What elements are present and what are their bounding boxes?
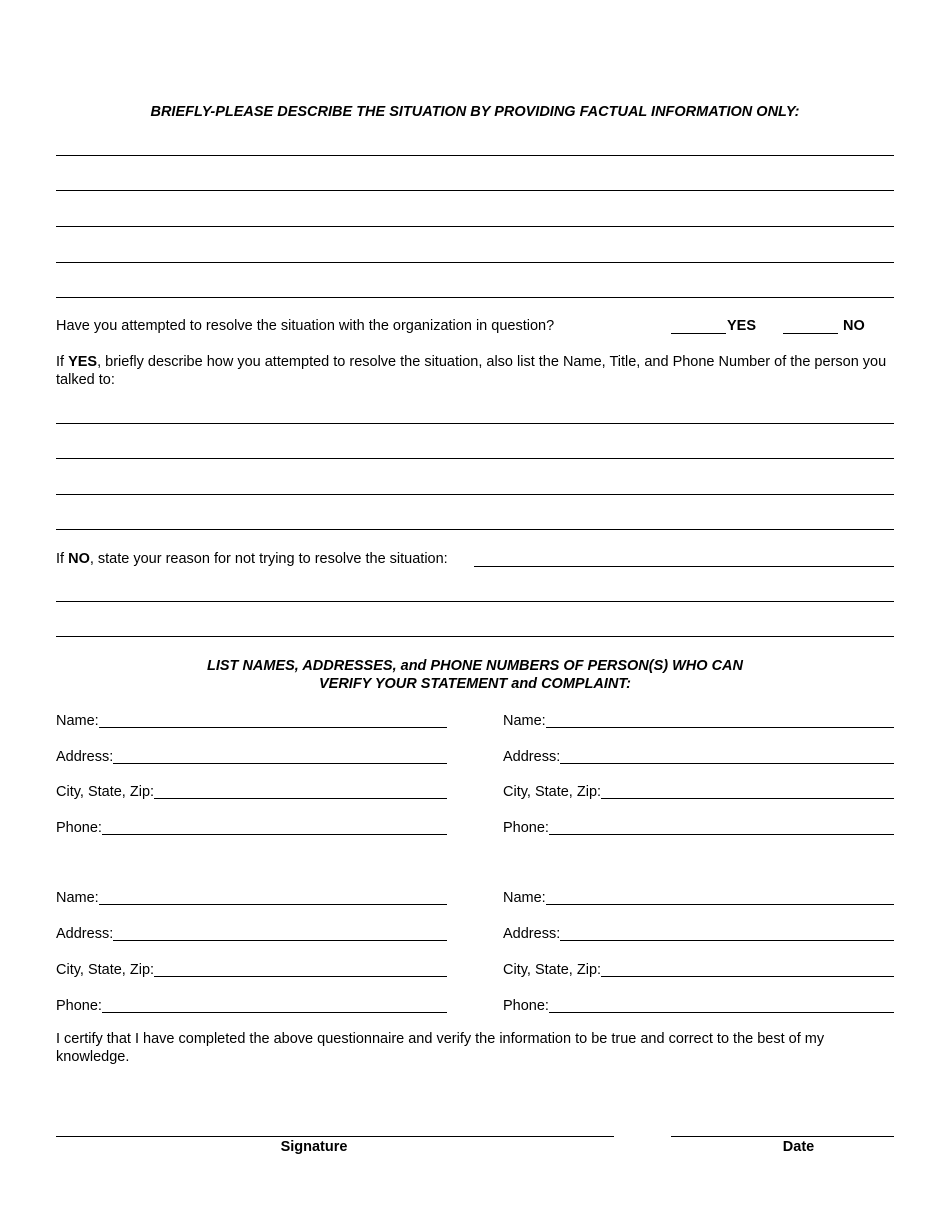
no-label: NO: [843, 318, 865, 334]
witness3-name-field[interactable]: [56, 887, 447, 907]
witness3-phone-field[interactable]: [56, 995, 447, 1015]
witness4-city-blank[interactable]: [601, 962, 894, 977]
section-heading-witnesses: [56, 657, 894, 693]
if-no-instructions: [56, 550, 448, 568]
witness3-name-label: Name:: [56, 890, 99, 906]
witness4-address-field[interactable]: [503, 923, 894, 943]
witness2-name-label: Name:: [503, 713, 546, 729]
witness1-address-field[interactable]: [56, 746, 447, 766]
witness3-phone-label: Phone:: [56, 998, 102, 1014]
witness4-name-blank[interactable]: [546, 890, 894, 905]
witness4-name-field[interactable]: [503, 887, 894, 907]
witness1-name-blank[interactable]: [99, 713, 447, 728]
describe-line-4[interactable]: [56, 262, 894, 263]
witness3-city-blank[interactable]: [154, 962, 447, 977]
witness2-city-blank[interactable]: [601, 784, 894, 799]
witness4-address-label: Address:: [503, 926, 561, 942]
witness4-phone-label: Phone:: [503, 998, 549, 1014]
yes-line-3[interactable]: [56, 494, 894, 495]
yes-line-4[interactable]: [56, 529, 894, 530]
no-reason-line-3[interactable]: [56, 636, 894, 637]
witness1-city-blank[interactable]: [154, 784, 447, 799]
date-label: Date: [782, 1139, 815, 1155]
heading2-line1: LIST NAMES, ADDRESSES, and PHONE NUMBERS OF PERSON(S) WHO CAN: [207, 658, 743, 674]
witness2-address-label: Address:: [503, 749, 561, 765]
no-reason-line-1[interactable]: [474, 566, 894, 567]
witness4-address-blank[interactable]: [560, 926, 894, 941]
witness3-city-field[interactable]: [56, 959, 447, 979]
yes-line-2[interactable]: [56, 458, 894, 459]
witness3-address-blank[interactable]: [113, 926, 447, 941]
signature-label: Signature: [280, 1139, 348, 1155]
certification-statement: I certify that I have completed the above questionnaire and verify the information to be true and correct to the best of my knowledge.: [56, 1031, 825, 1065]
describe-line-3[interactable]: [56, 226, 894, 227]
witness1-phone-blank[interactable]: [102, 820, 447, 835]
witness2-phone-label: Phone:: [503, 820, 549, 836]
witness1-name-field[interactable]: [56, 710, 447, 730]
witness3-city-label: City, State, Zip:: [56, 962, 155, 978]
witness3-name-blank[interactable]: [99, 890, 447, 905]
signature-line[interactable]: [56, 1136, 614, 1137]
witness1-address-label: Address:: [56, 749, 114, 765]
witness1-city-field[interactable]: [56, 781, 447, 801]
witness2-address-field[interactable]: [503, 746, 894, 766]
witness3-address-label: Address:: [56, 926, 114, 942]
describe-line-5[interactable]: [56, 297, 894, 298]
yes-label: YES: [727, 318, 757, 334]
no-blank[interactable]: [783, 333, 838, 334]
yes-line-1[interactable]: [56, 423, 894, 424]
witness2-city-label: City, State, Zip:: [503, 784, 602, 800]
witness4-name-label: Name:: [503, 890, 546, 906]
if-no-keyword: NO: [68, 551, 90, 567]
witness4-city-label: City, State, Zip:: [503, 962, 602, 978]
witness2-name-blank[interactable]: [546, 713, 894, 728]
date-line[interactable]: [671, 1136, 894, 1137]
if-yes-text: , briefly describe how you attempted to resolve the situation, also list the Name, Title, and Phone Number of the person you talked to:: [56, 354, 887, 388]
describe-line-1[interactable]: [56, 155, 894, 156]
if-no-prefix: If: [56, 551, 69, 567]
witness2-phone-field[interactable]: [503, 817, 894, 837]
witness1-address-blank[interactable]: [113, 749, 447, 764]
if-no-text: , state your reason for not trying to resolve the situation:: [89, 551, 448, 567]
witness4-city-field[interactable]: [503, 959, 894, 979]
resolve-question: Have you attempted to resolve the situation with the organization in question?: [56, 318, 555, 334]
if-yes-instructions: [56, 353, 894, 389]
witness2-address-blank[interactable]: [560, 749, 894, 764]
section-heading-describe: BRIEFLY-PLEASE DESCRIBE THE SITUATION BY PROVIDING FACTUAL INFORMATION ONLY:: [150, 104, 800, 120]
witness2-name-field[interactable]: [503, 710, 894, 730]
witness4-phone-field[interactable]: [503, 995, 894, 1015]
witness1-city-label: City, State, Zip:: [56, 784, 155, 800]
if-yes-keyword: YES: [68, 354, 98, 370]
witness1-name-label: Name:: [56, 713, 99, 729]
witness4-phone-blank[interactable]: [549, 998, 894, 1013]
witness2-city-field[interactable]: [503, 781, 894, 801]
witness3-address-field[interactable]: [56, 923, 447, 943]
witness1-phone-label: Phone:: [56, 820, 102, 836]
yes-blank[interactable]: [671, 333, 726, 334]
no-reason-line-2[interactable]: [56, 601, 894, 602]
if-yes-prefix: If: [56, 354, 69, 370]
witness3-phone-blank[interactable]: [102, 998, 447, 1013]
witness1-phone-field[interactable]: [56, 817, 447, 837]
heading2-line2: VERIFY YOUR STATEMENT and COMPLAINT:: [318, 676, 632, 692]
witness2-phone-blank[interactable]: [549, 820, 894, 835]
describe-line-2[interactable]: [56, 190, 894, 191]
